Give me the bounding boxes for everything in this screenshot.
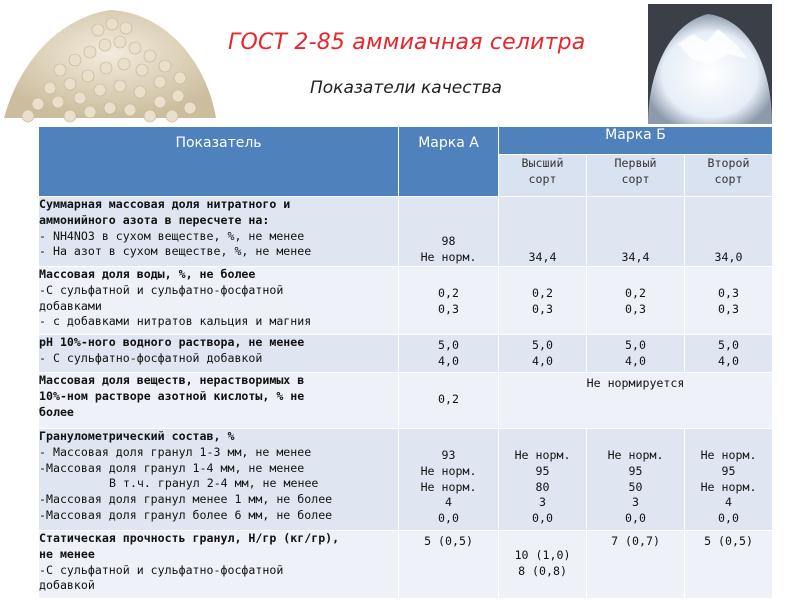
white-powder-photo [648,4,772,124]
cell-ph-b1: 5,0 4,0 [499,335,587,373]
table-row-insoluble [39,373,773,429]
row-label-strength: Статическая прочность гранул, Н/гр (кг/гр), не менее -С сульфатной и сульфатно-фосфатной добавкой [39,531,399,599]
header-grade-first: Первый сорт [587,155,685,197]
cell-nitrogen-b2: 34,4 [587,197,685,267]
quality-table [38,126,773,599]
cell-strength-a: 5 (0,5) [399,531,499,599]
cell-ph-b2: 5,0 4,0 [587,335,685,373]
row-label-nitrogen: Суммарная массовая доля нитратного и аммонийного азота в пересчете на: - NH4NO3 в сухом веществе, %, не менее - На азот в сухом веществе, %, не менее [39,197,399,267]
page-title: ГОСТ 2-85 аммиачная селитра [228,30,586,55]
table-row-strength [39,531,773,599]
cell-water-a: 0,2 0,3 [399,267,499,335]
cell-nitrogen-a: 98 Не норм. [399,197,499,267]
header-indicator: Показатель [39,127,399,197]
cell-granulometry-a: 93 Не норм. Не норм. 4 0,0 [399,429,499,531]
row-label-insoluble: Массовая доля веществ, нерастворимых в 10%-ном растворе азотной кислоты, % не более [39,373,399,429]
cell-insoluble-b: Не нормируется [499,373,773,429]
table-row-granulometry [39,429,773,531]
header-grade-highest: Высший сорт [499,155,587,197]
cell-granulometry-b1: Не норм. 95 80 3 0,0 [499,429,587,531]
cell-nitrogen-b1: 34,4 [499,197,587,267]
cell-ph-b3: 5,0 4,0 [685,335,773,373]
header-brand-a: Марка А [399,127,499,197]
cell-water-b2: 0,2 0,3 [587,267,685,335]
cell-ph-a: 5,0 4,0 [399,335,499,373]
cell-granulometry-b3: Не норм. 95 Не норм. 4 0,0 [685,429,773,531]
cell-water-b1: 0,2 0,3 [499,267,587,335]
row-label-ph: рН 10%-ного водного раствора, не менее - С сульфатно-фосфатной добавкой [39,335,399,373]
row-label-water: Массовая доля воды, %, не более -С сульфатной и сульфатно-фосфатной добавками - с добавками нитратов кальция и магния [39,267,399,335]
granules-photo [0,0,220,128]
row-label-granulometry: Гранулометрический состав, % - Массовая доля гранул 1-3 мм, не менее -Массовая доля гранул 1-4 мм, не менее В т.ч. гранул 2-4 мм, не менее -Массовая доля гранул менее 1 мм, не более -Массовая доля гранул более 6 мм, не более [39,429,399,531]
header-grade-second: Второй сорт [685,155,773,197]
cell-strength-b2: 7 (0,7) [587,531,685,599]
table-row-water [39,267,773,335]
cell-strength-b3: 5 (0,5) [685,531,773,599]
cell-insoluble-a: 0,2 [399,373,499,429]
table-row-nitrogen [39,197,773,267]
cell-granulometry-b2: Не норм. 95 50 3 0,0 [587,429,685,531]
table-row-ph [39,335,773,373]
cell-strength-b1: 10 (1,0) 8 (0,8) [499,531,587,599]
header-brand-b: Марка Б [499,127,773,155]
cell-water-b3: 0,3 0,3 [685,267,773,335]
cell-nitrogen-b3: 34,0 [685,197,773,267]
page-subtitle: Показатели качества [310,78,502,98]
